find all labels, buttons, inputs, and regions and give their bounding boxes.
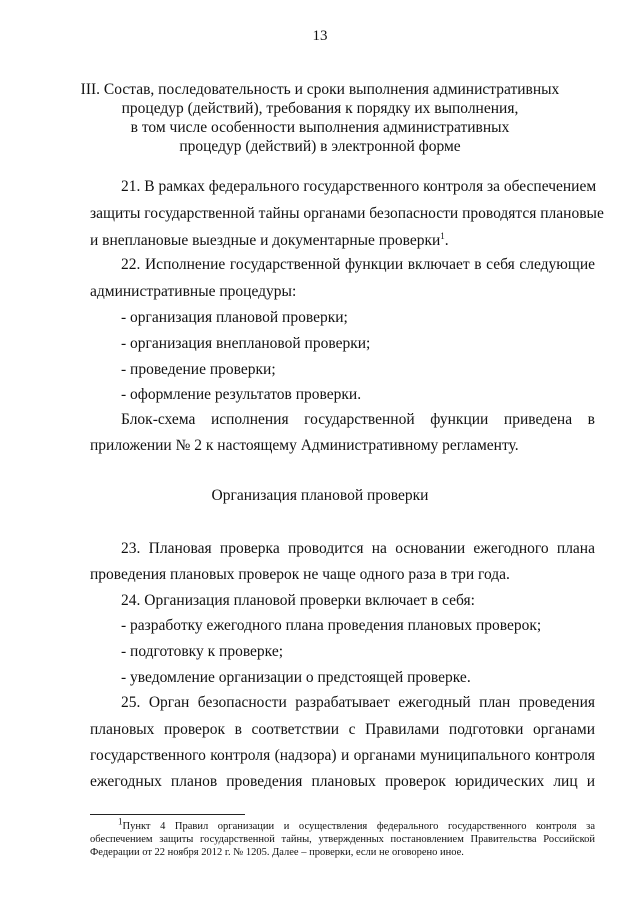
list-item: - оформление результатов проверки.	[121, 386, 362, 403]
list-item: - подготовку к проверке;	[121, 643, 284, 660]
block-scheme-line: Блок-схема исполнения государственной функции приведена в	[121, 411, 595, 428]
paragraph-23-line: 23. Плановая проверка проводится на основании ежегодного плана	[121, 540, 595, 557]
footnote-line	[118, 816, 595, 832]
page-number: 13	[312, 28, 328, 44]
list-item: - организация внеплановой проверки;	[121, 335, 371, 352]
paragraph-21-period: .	[444, 232, 449, 249]
footnote-line: Федерации от 22 ноября 2012 г. № 1205. Далее – проверки, если не оговорено иное.	[90, 847, 464, 858]
section-heading-line: в том числе особенности выполнения административных	[130, 119, 510, 136]
paragraph-25-line: 25. Орган безопасности разрабатывает ежегодный план проведения	[121, 694, 595, 711]
section-heading-line: процедур (действий), требования к порядку их выполнения,	[121, 100, 519, 117]
paragraph-24-line: 24. Организация плановой проверки включает в себя:	[121, 592, 475, 609]
footnote-text: Пункт 4 Правил организации и осуществления федерального государственного контроля за	[122, 821, 595, 832]
list-item: - организация плановой проверки;	[121, 309, 348, 326]
section-heading-line: процедур (действий) в электронной форме	[179, 138, 461, 155]
paragraph-25-line: ежегодных планов проведения плановых проверок юридических лиц и	[90, 773, 595, 790]
subsection-heading: Организация плановой проверки	[211, 487, 429, 504]
section-heading	[80, 80, 560, 156]
paragraph-21-line	[90, 232, 595, 250]
paragraph-25-line: плановых проверок в соответствии с Правилами подготовки органами	[90, 721, 595, 738]
footnote-marker: 1	[118, 816, 123, 827]
paragraph-23-line: проведения плановых проверок не чаще одного раза в три года.	[90, 566, 510, 583]
paragraph-21-line: защиты государственной тайны органами безопасности проводятся плановые	[90, 205, 604, 222]
paragraph-22-line: 22. Исполнение государственной функции включает в себя следующие	[121, 256, 595, 273]
footnote-ref-marker: 1	[440, 230, 445, 241]
block-scheme-line: приложении № 2 к настоящему Административному регламенту.	[90, 437, 519, 454]
paragraph-22-line: административные процедуры:	[90, 283, 297, 300]
list-item: - уведомление организации о предстоящей проверке.	[121, 669, 471, 686]
paragraph-21-line: 21. В рамках федерального государственного контроля за обеспечением	[121, 178, 597, 195]
paragraph-21-text: и внеплановые выездные и документарные проверки	[90, 232, 441, 249]
paragraph-25-line: государственного контроля (надзора) и органами муниципального контроля	[90, 747, 595, 764]
footnote-divider	[90, 814, 245, 815]
footnote-line: обеспечением защиты государственной тайны, утвержденных постановлением Правительства Российской	[90, 834, 595, 845]
list-item: - разработку ежегодного плана проведения плановых проверок;	[121, 617, 542, 634]
section-heading-line: III. Состав, последовательность и сроки выполнения административных	[80, 81, 560, 98]
list-item: - проведение проверки;	[121, 361, 276, 378]
